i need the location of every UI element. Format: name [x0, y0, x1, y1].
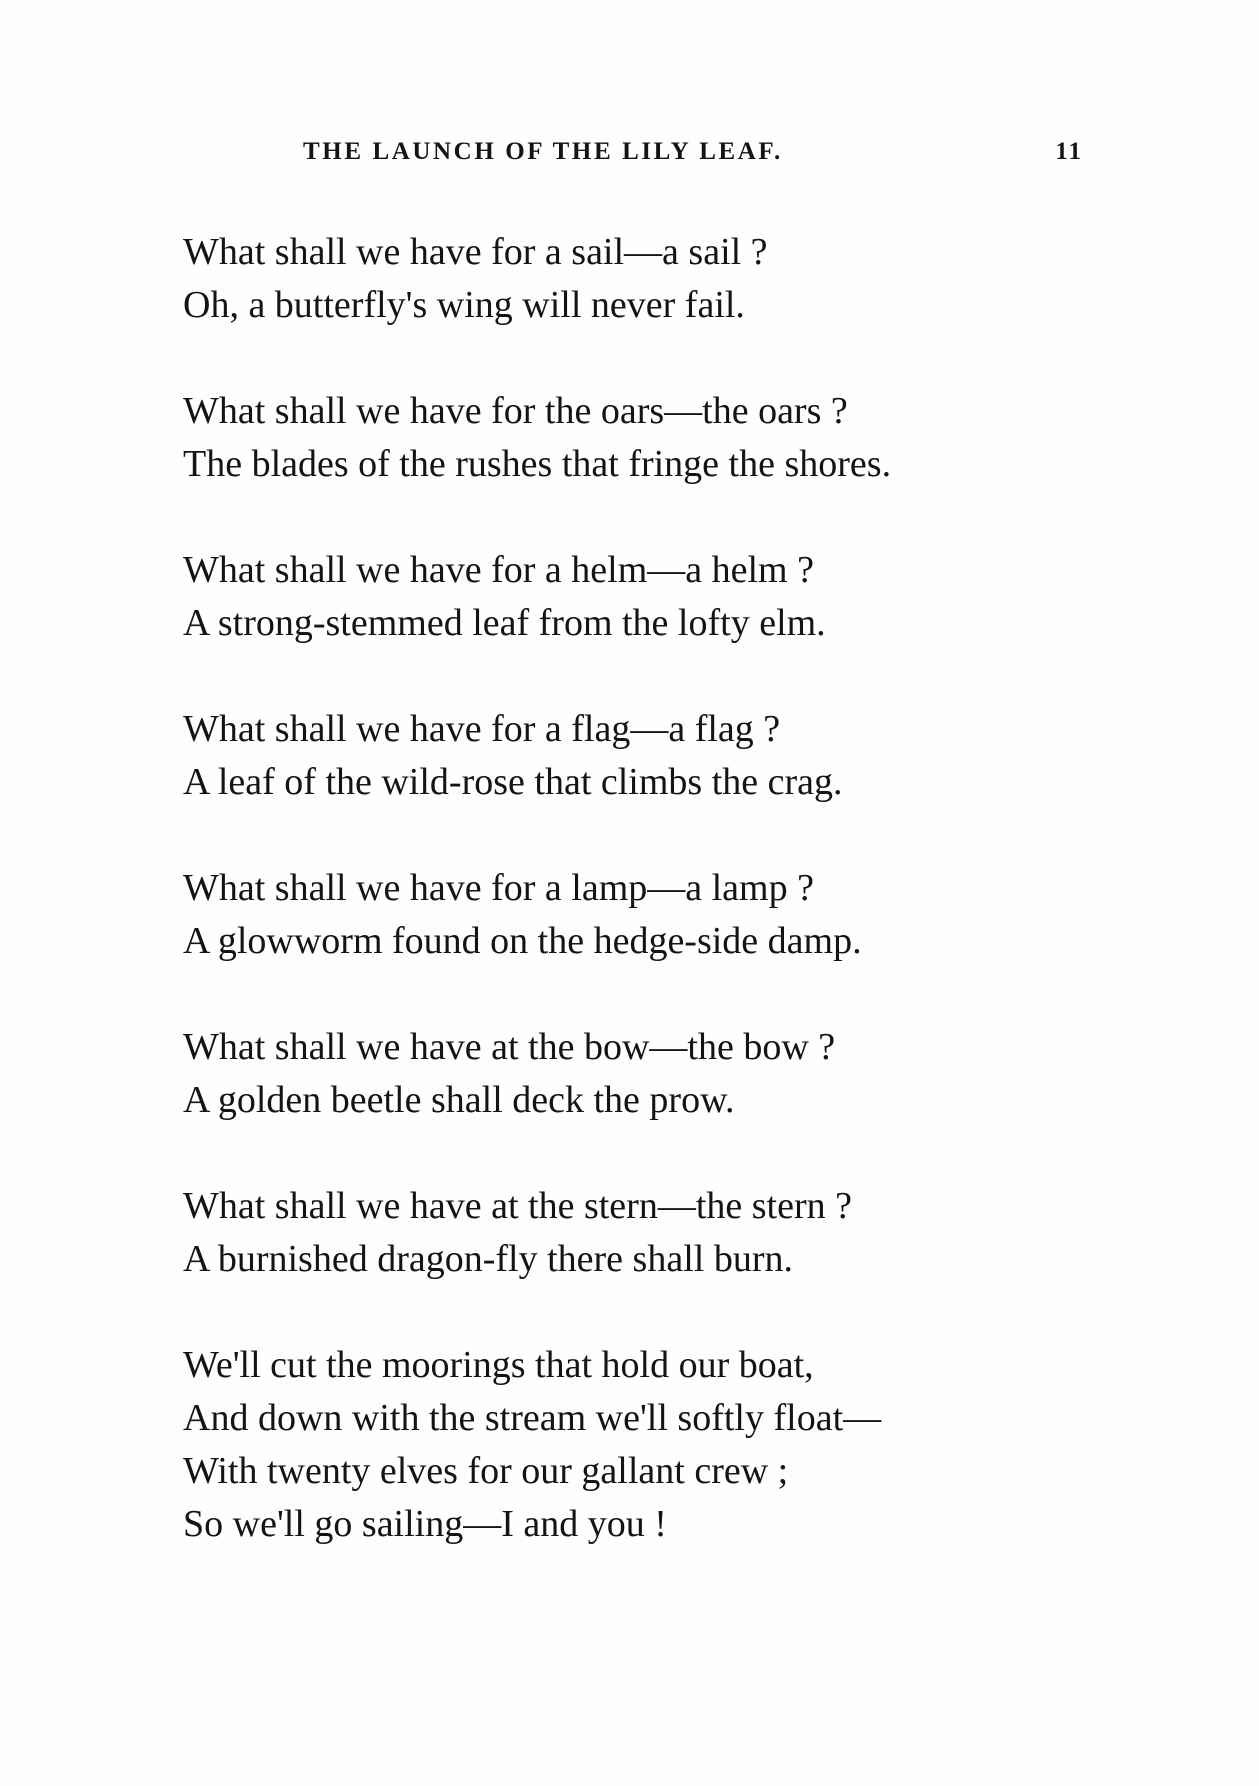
running-title: THE LAUNCH OF THE LILY LEAF. [303, 138, 783, 165]
poem-line: A glowworm found on the hedge-side damp. [183, 920, 862, 962]
poem-line: What shall we have at the stern—the stern ? [183, 1185, 852, 1227]
page-number: 11 [1055, 138, 1083, 165]
poem-line: And down with the stream we'll softly float— [183, 1397, 882, 1439]
poem-line: What shall we have for a flag—a flag ? [183, 708, 781, 750]
poem-line: So we'll go sailing—I and you ! [183, 1503, 667, 1545]
stanza-7 [183, 1180, 1183, 1286]
stanza-6 [183, 1021, 1183, 1127]
stanza-8 [183, 1339, 1183, 1551]
stanza-1 [183, 226, 1183, 332]
poem-line: What shall we have for a sail—a sail ? [183, 231, 768, 273]
poem [183, 226, 1183, 1604]
poem-line: What shall we have for a lamp—a lamp ? [183, 867, 814, 909]
poem-line: The blades of the rushes that fringe the shores. [183, 443, 892, 485]
running-head [303, 138, 1083, 174]
poem-line: A strong-stemmed leaf from the lofty elm. [183, 602, 826, 644]
poem-line: What shall we have at the bow—the bow ? [183, 1026, 836, 1068]
poem-line: A burnished dragon-fly there shall burn. [183, 1238, 793, 1280]
poem-line: A golden beetle shall deck the prow. [183, 1079, 735, 1121]
poem-line: We'll cut the moorings that hold our boat, [183, 1344, 814, 1386]
stanza-3 [183, 544, 1183, 650]
poem-line: A leaf of the wild-rose that climbs the crag. [183, 761, 843, 803]
poem-line: What shall we have for the oars—the oars ? [183, 390, 848, 432]
stanza-4 [183, 703, 1183, 809]
poem-line: What shall we have for a helm—a helm ? [183, 549, 814, 591]
stanza-2 [183, 385, 1183, 491]
poem-line: Oh, a butterfly's wing will never fail. [183, 284, 745, 326]
stanza-5 [183, 862, 1183, 968]
poem-line: With twenty elves for our gallant crew ; [183, 1450, 789, 1492]
